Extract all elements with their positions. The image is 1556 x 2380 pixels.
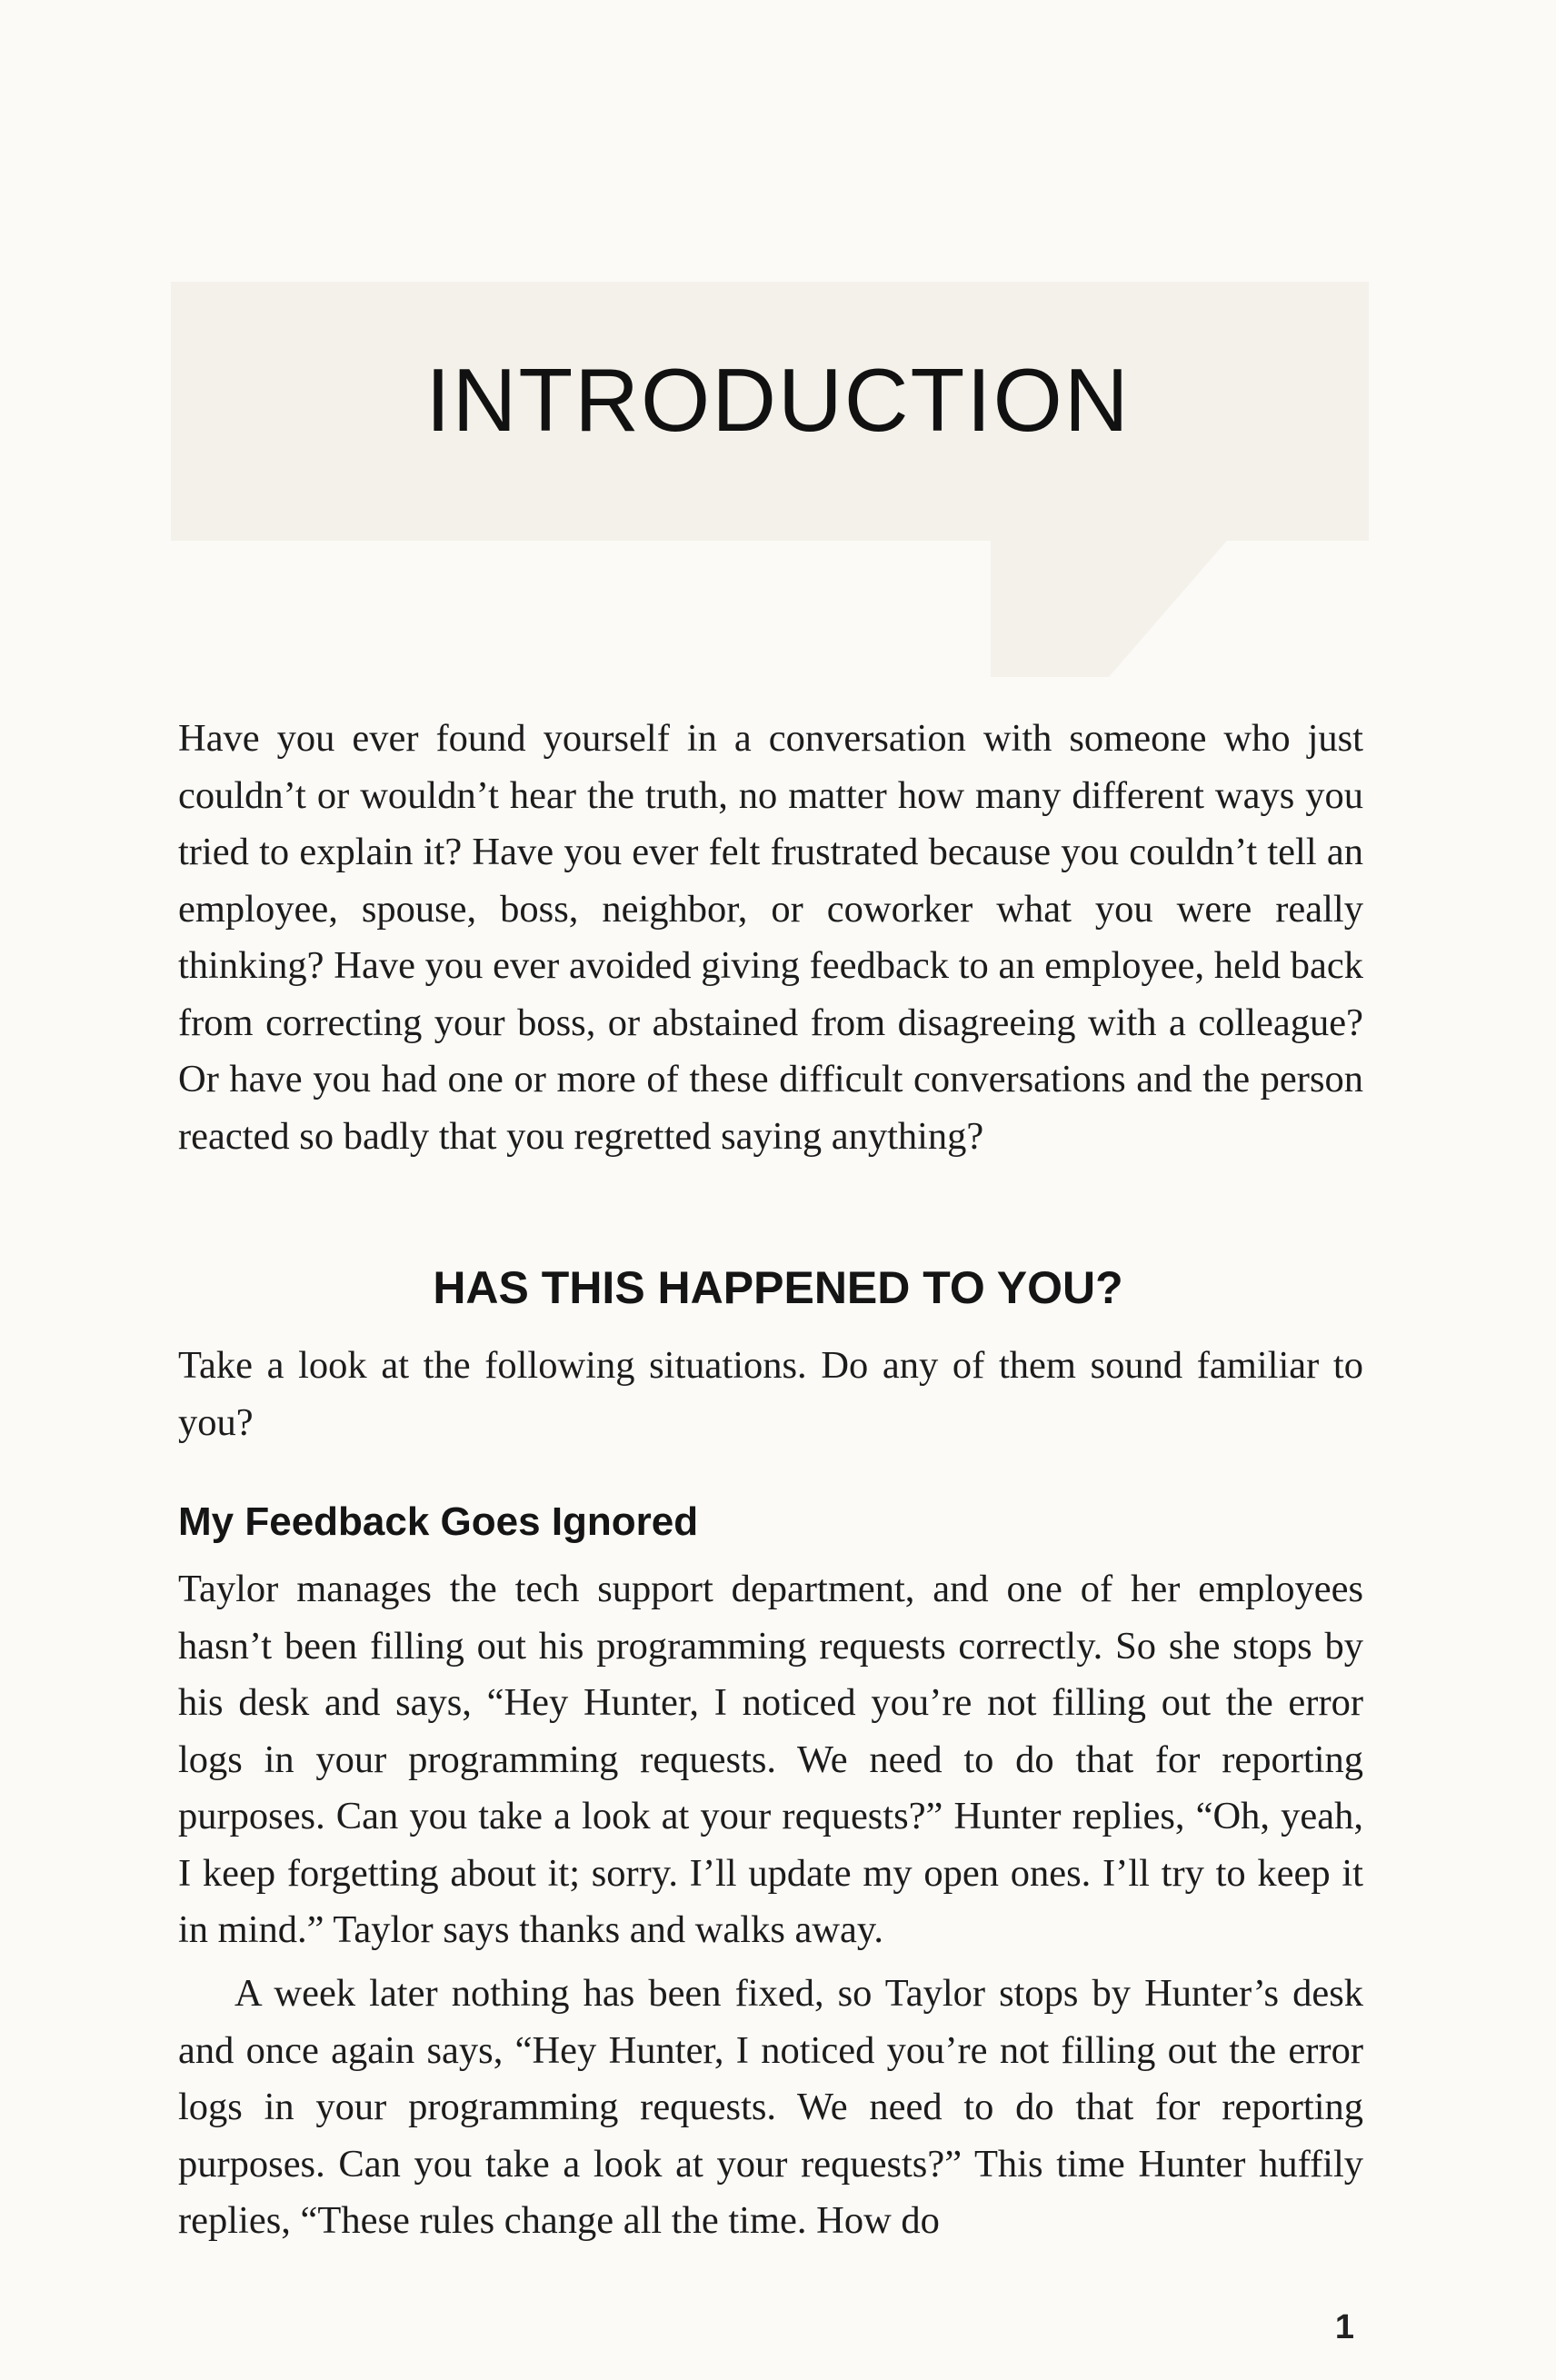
section-heading: HAS THIS HAPPENED TO YOU? [433,1262,1123,1313]
page-number: 1 [1334,2308,1354,2346]
intro-paragraph: Have you ever found yourself in a conversation with someone who just couldn’t or wouldn’t hear the truth, no matter how many different ways you tried to explain it? Have you ever felt frustrated because you couldn’t tell an employee, spouse, boss, neighbor, or coworker what you were really thinking? Have you ever avoided giving feedback to an employee, held back from correcting your boss, or abstained from disagreeing with a colleague? Or have you had one or more of these difficult conversations and the person reacted so badly that you regretted saying anything? [178,717,1363,1158]
story-paragraph-1: Taylor manages the tech support department, and one of her employees hasn’t been filling out his programming requests correctly. So she stops by his desk and says, “Hey Hunter, I noticed you’re not filling out the error logs in your programming requests. We need to do that for reporting purposes. Can you take a look at your requests?” Hunter replies, “Oh, yeah, I keep forgetting about it; sorry. I’ll update my open ones. I’ll try to keep it in mind.” Taylor says thanks and walks away. [178,1568,1363,1951]
subheading: My Feedback Goes Ignored [178,1499,699,1544]
story-paragraph-2: A week later nothing has been fixed, so Taylor stops by Hunter’s desk and once again says, “Hey Hunter, I noticed you’re not filling out the error logs in your programming requests. We need to do that for reporting purposes. Can you take a look at your requests?” This time Hunter huffily replies, “These rules change all the time. How do [178,1972,1363,2242]
section-intro-paragraph: Take a look at the following situations. Do any of them sound familiar to you? [178,1344,1363,1444]
show-through-tab [991,541,1227,677]
chapter-title: INTRODUCTION [425,350,1131,450]
